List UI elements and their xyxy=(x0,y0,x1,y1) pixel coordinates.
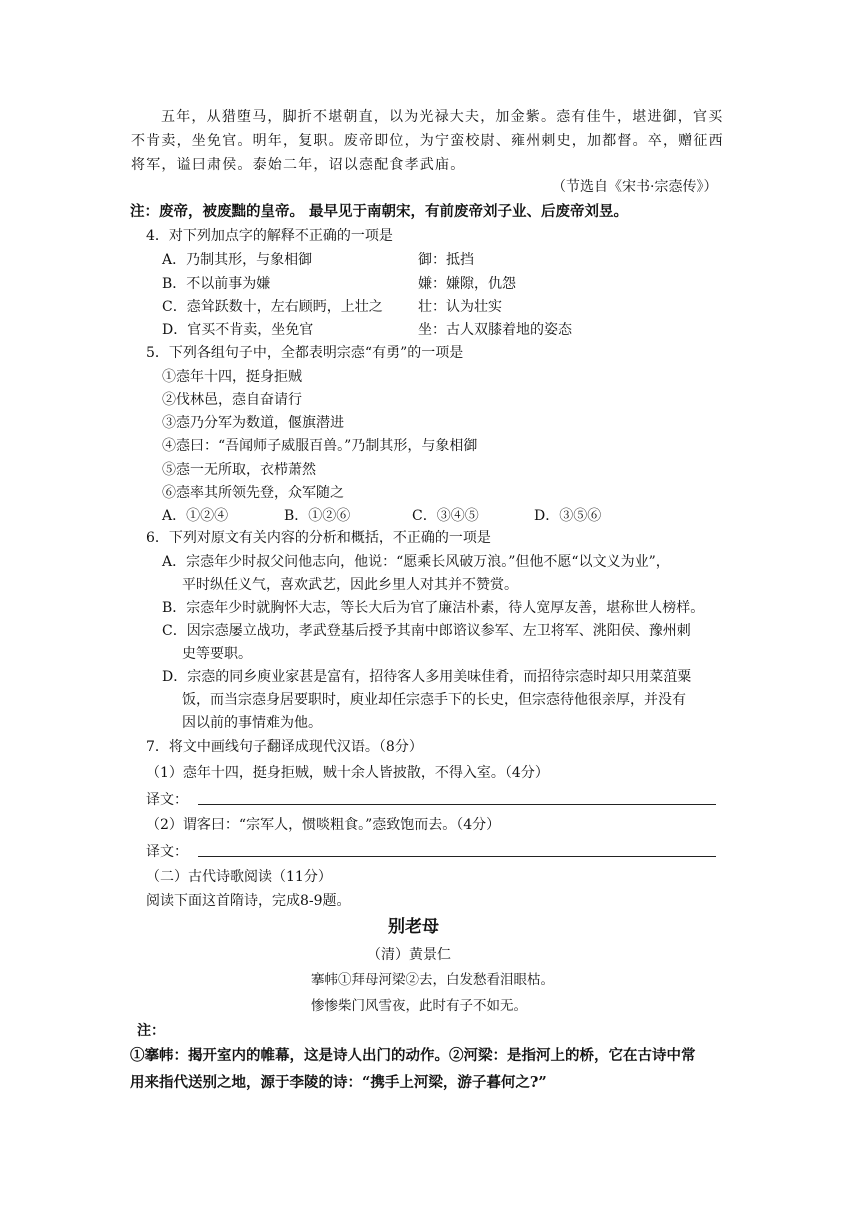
q5-item: ①悫年十四，挺身拒贼 xyxy=(162,369,302,385)
poem-line: 惨惨柴门风雪夜，此时有子不如无。 xyxy=(311,998,527,1014)
passage-line: 将军，谥曰肃侯。泰始二年，诏以悫配食孝武庙。 xyxy=(131,157,466,173)
q5-item: ②伐林邑，悫自奋请行 xyxy=(162,392,302,408)
poem-title: 别老母 xyxy=(388,917,439,937)
q4-option-b-gloss: 嫌：嫌隙，仇怨 xyxy=(418,276,516,292)
q4-option-b: B．不以前事为嫌 xyxy=(162,276,271,292)
q4-option-d-gloss: 坐：古人双膝着地的姿态 xyxy=(418,322,572,338)
q6-option-a-cont: 平时纵任义气，喜欢武艺，因此乡里人对其并不赞赏。 xyxy=(182,577,518,593)
q6-stem: 6．下列对原文有关内容的分析和概括，不正确的一项是 xyxy=(146,530,491,546)
q6-option-c-cont: 史等要职。 xyxy=(182,646,252,662)
q5-item: ④悫曰：“吾闻师子威服百兽。”乃制其形，与象相御 xyxy=(162,438,478,454)
q4-option-a-gloss: 御：抵挡 xyxy=(418,252,474,268)
q6-option-a: A．宗悫年少时叔父问他志向，他说：“愿乘长风破万浪。”但他不愿“以文义为业”， xyxy=(162,554,670,570)
q6-option-b: B．宗悫年少时就胸怀大志，等长大后为官了廉洁朴素，待人宽厚友善，堪称世人榜样。 xyxy=(162,600,705,616)
q5-choice-c: C．③④⑤ xyxy=(412,508,479,524)
note-top-text: 废帝，被废黜的皇帝。 最早见于南朝宋，有前废帝刘子业、后废帝刘昱。 xyxy=(159,203,629,220)
q5-stem: 5．下列各组句子中，全都表明宗悫“有勇”的一项是 xyxy=(146,345,464,361)
q5-item: ⑤悫一无所取，衣栉萧然 xyxy=(162,462,316,478)
poem-line: 搴帏①拜母河梁②去，白发愁看泪眼枯。 xyxy=(311,972,554,988)
q5-choice-d: D．③⑤⑥ xyxy=(534,508,602,524)
q6-option-c: C．因宗悫屡立战功，孝武登基后授予其南中郎谘议参军、左卫将军、洮阳侯、豫州刺 xyxy=(162,623,691,639)
q7-stem: 7．将文中画线句子翻译成现代汉语。（8分） xyxy=(146,739,423,755)
note-top xyxy=(130,202,628,222)
q7-sub1-answer-line[interactable] xyxy=(198,804,716,805)
note-top-label: 注： xyxy=(130,203,159,220)
section2-instruction: 阅读下面这首隋诗，完成8-9题。 xyxy=(146,893,351,909)
note-bottom-line: 用来指代送别之地，源于李陵的诗：“携手上河梁，游子暮何之?” xyxy=(130,1074,547,1091)
q5-choice-a: A．①②④ xyxy=(162,508,229,524)
q7-sub1-prompt: （1）悫年十四，挺身拒贼，贼十余人皆披散，不得入室。（4分） xyxy=(146,765,549,781)
passage-line: 五年，从猎堕马，脚折不堪朝直，以为光禄大夫，加金紫。悫有佳牛，堪进御，官买 xyxy=(161,109,724,125)
q4-option-c: C．悫耸跃数十，左右顾眄，上壮之 xyxy=(162,299,383,315)
passage-source: （节选自《宋书·宗悫传》） xyxy=(552,179,718,195)
passage-line: 不肯卖，坐免官。明年，复职。废帝即位，为宁蛮校尉、雍州刺史，加都督。卒，赠征西 xyxy=(131,133,724,149)
q7-sub2-answer-label: 译文： xyxy=(146,844,188,860)
q5-choice-b: B．①②⑥ xyxy=(284,508,351,524)
q4-option-a: A．乃制其形，与象相御 xyxy=(162,252,313,268)
q7-sub2-answer-line[interactable] xyxy=(198,856,716,857)
q7-sub1-answer-label: 译文： xyxy=(146,792,188,808)
q6-option-d-cont: 饭，而当宗悫身居要职时，庾业却任宗悫手下的长史，但宗悫待他很亲厚，并没有 xyxy=(182,692,686,708)
q5-item: ⑥悫率其所领先登，众军随之 xyxy=(162,485,344,501)
note-bottom-line: ①搴帏：揭开室内的帷幕，这是诗人出门的动作。②河梁：是指河上的桥，它在古诗中常 xyxy=(130,1047,696,1064)
q6-option-d: D．宗悫的同乡庾业家甚是富有，招待客人多用美味佳肴，而招待宗悫时却只用菜菹粟 xyxy=(162,669,692,685)
q7-sub2-prompt: （2）谓客曰：“宗军人，惯啖粗食。”悫致饱而去。（4分） xyxy=(146,817,501,833)
q6-option-d-cont: 因以前的事情难为他。 xyxy=(182,715,322,731)
q4-stem: 4．对下列加点字的解释不正确的一项是 xyxy=(146,228,393,244)
section2-heading: （二）古代诗歌阅读（11分） xyxy=(146,869,332,885)
note-bottom-label: 注： xyxy=(137,1023,165,1039)
q4-option-d: D．官买不肯卖，坐免官 xyxy=(162,322,314,338)
q5-item: ③悫乃分军为数道，偃旗潜进 xyxy=(162,415,344,431)
q4-option-c-gloss: 壮：认为壮实 xyxy=(418,299,502,315)
poem-author: （清）黄景仁 xyxy=(367,947,451,963)
